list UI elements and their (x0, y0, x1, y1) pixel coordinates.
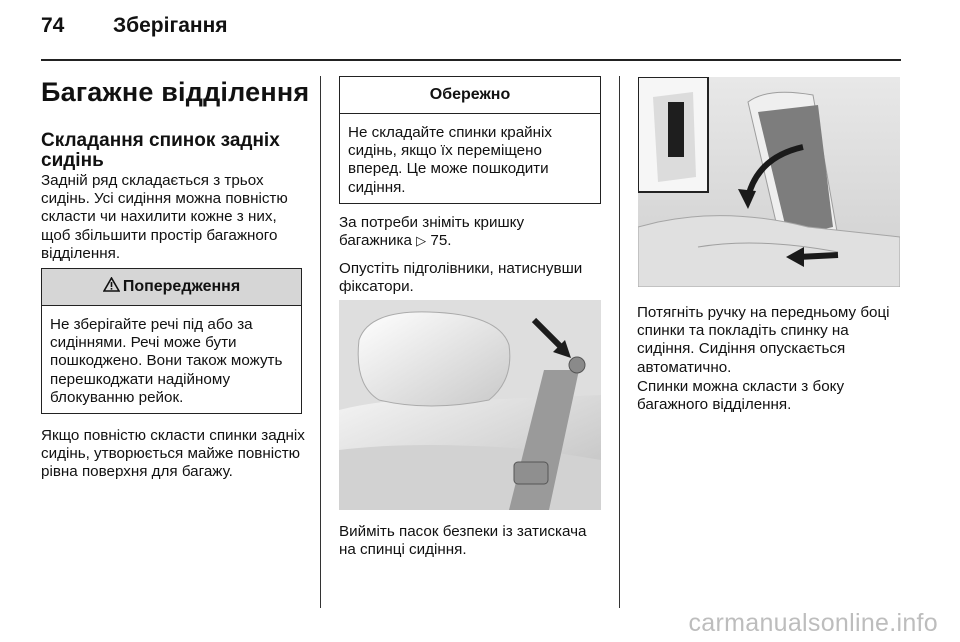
watermark: carmanualsonline.info (688, 609, 938, 637)
cover-page-ref[interactable]: 75. (430, 232, 452, 250)
headrest-paragraph: Опустіть підголівники, натиснувши фіксатори. (339, 260, 583, 296)
section-title: Зберігання (113, 14, 228, 37)
cover-text: За потреби зніміть кришку багажника (339, 214, 525, 250)
trunk-fold-paragraph: Спинки можна скласти з боку багажного відділення. (637, 378, 845, 414)
warning-header (42, 269, 301, 306)
page-title: Багажне відділення (41, 77, 310, 107)
subsection-title: Складання спинок задніх сидінь (41, 130, 280, 171)
caution-box (339, 76, 601, 204)
seatbelt-illustration (339, 300, 601, 510)
header-rule (41, 59, 901, 61)
caution-title: Обережно (429, 86, 511, 103)
fold-paragraph: Якщо повністю скласти спинки задніх сидінь, утворюється майже повністю рівна поверхня для багажу. (41, 427, 305, 481)
page-number: 74 (41, 14, 65, 37)
warning-triangle-icon (103, 277, 120, 297)
warning-title: Попередження (122, 278, 241, 295)
warning-text: Не зберігайте речі під або за сидіннями. Речі може бути пошкоджено. Вони також можуть перешкоджати надійному блокуванню рейок. (50, 316, 283, 406)
pull-handle-paragraph: Потягніть ручку на передньому боці спинки та покладіть спинку на сидіння. Сидіння опускається автоматично. (637, 304, 890, 376)
caution-text: Не складайте спинки крайніх сидінь, якщо їх переміщено вперед. Це може пошкодити сидіння. (348, 124, 553, 196)
intro-paragraph: Задній ряд складається з трьох сидінь. Усі сидіння можна повністю скласти чи нахилити кожне з них, щоб збільшити простір багажного відділення. (41, 172, 288, 262)
warning-box (41, 268, 302, 414)
seatbelt-caption: Вийміть пасок безпеки із затискача на спинці сидіння. (339, 523, 587, 559)
column-divider-2 (619, 76, 620, 608)
column-divider-1 (320, 76, 321, 608)
fold-seat-illustration (638, 77, 900, 287)
caution-header (340, 77, 600, 114)
page-reference-arrow-icon: ▷ (416, 233, 427, 249)
cover-paragraph (339, 214, 601, 250)
